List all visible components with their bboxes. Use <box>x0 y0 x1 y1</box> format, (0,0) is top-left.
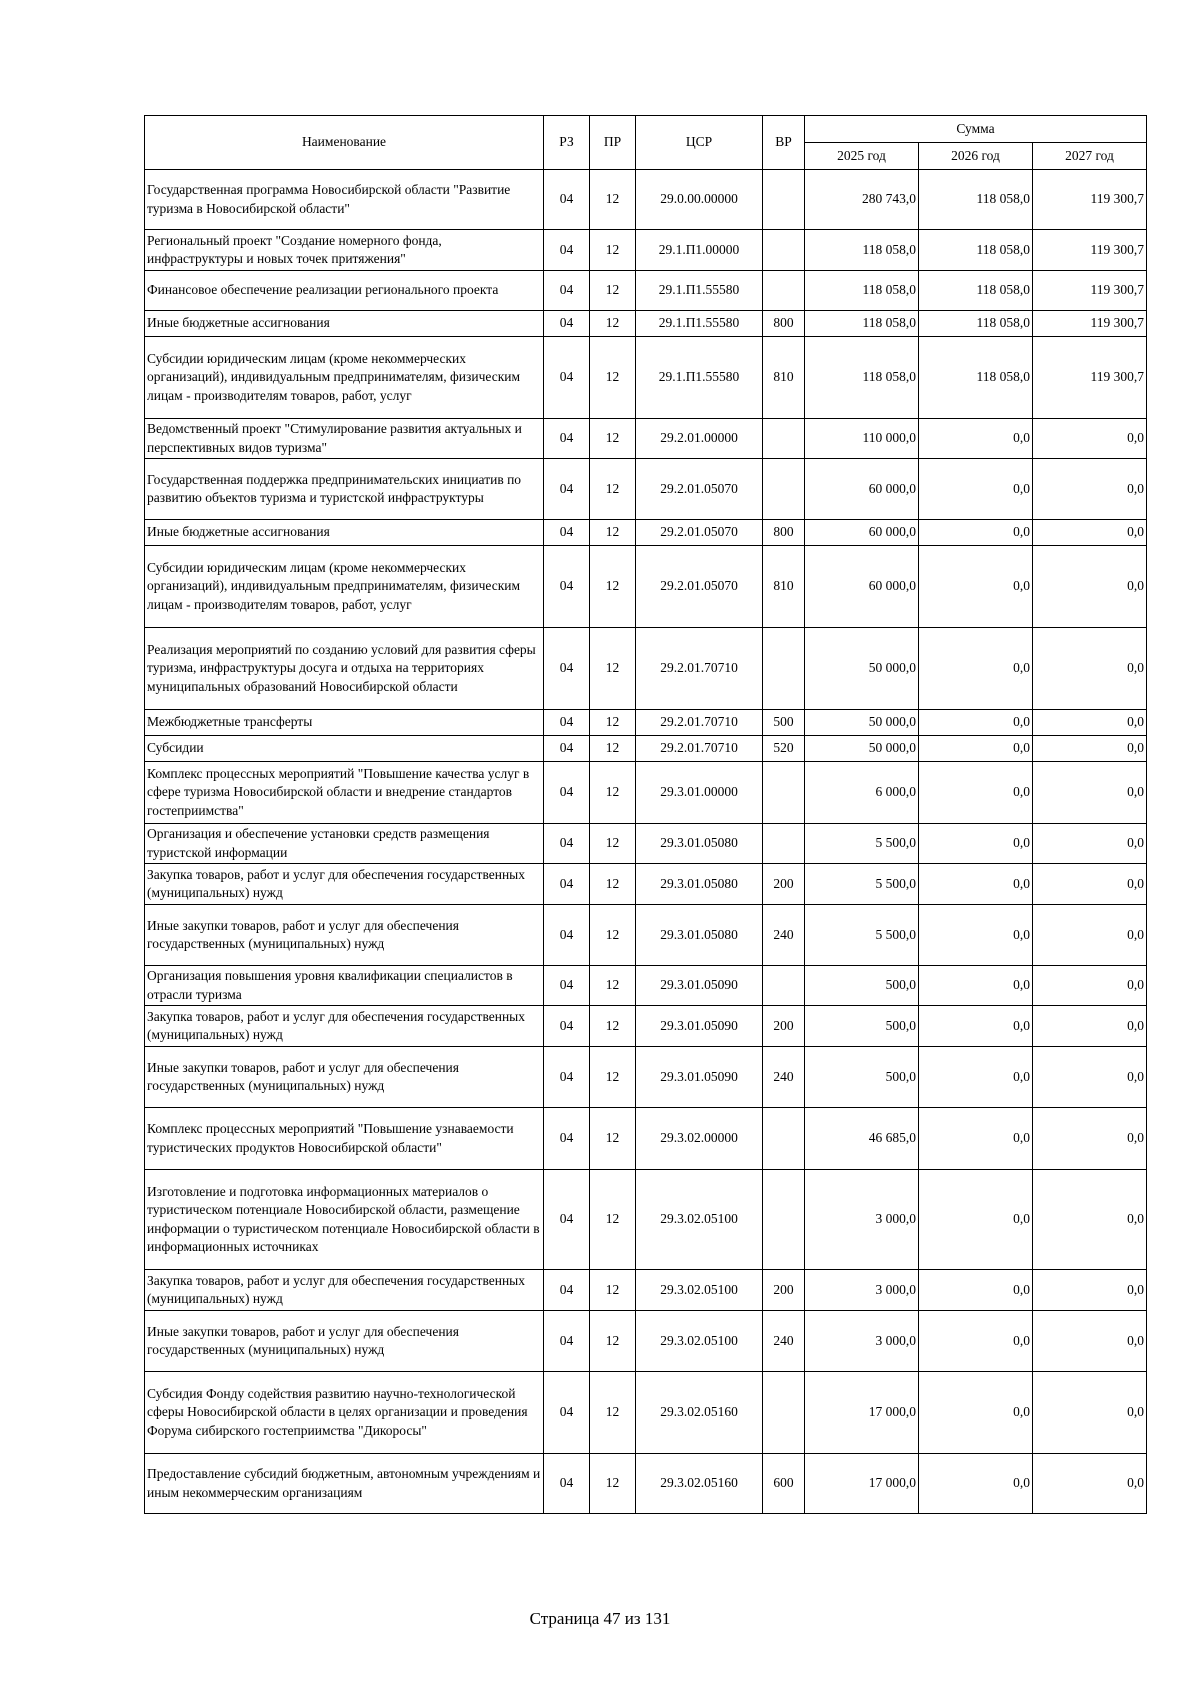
row-rz: 04 <box>544 824 590 864</box>
row-csr: 29.3.01.05090 <box>636 966 763 1006</box>
table-row <box>145 864 1147 905</box>
row-amount-2025: 500,0 <box>805 966 919 1006</box>
row-name: Субсидии юридическим лицам (кроме некоммерческих организаций), индивидуальным предпринимателям, физическим лицам - производителям товаров, работ, услуг <box>145 337 544 419</box>
table-header <box>145 116 1147 170</box>
row-amount-2027: 0,0 <box>1033 1170 1147 1270</box>
row-amount-2026: 0,0 <box>919 1270 1033 1311</box>
row-amount-2027: 0,0 <box>1033 864 1147 905</box>
row-amount-2025: 3 000,0 <box>805 1311 919 1372</box>
row-amount-2025: 3 000,0 <box>805 1170 919 1270</box>
table-row <box>145 1006 1147 1047</box>
row-vr: 200 <box>763 1006 805 1047</box>
header-pr: ПР <box>590 116 636 170</box>
row-amount-2026: 0,0 <box>919 824 1033 864</box>
row-vr <box>763 1170 805 1270</box>
row-pr: 12 <box>590 628 636 710</box>
row-amount-2025: 5 500,0 <box>805 824 919 864</box>
row-amount-2026: 0,0 <box>919 628 1033 710</box>
table-row <box>145 271 1147 311</box>
row-amount-2026: 0,0 <box>919 1047 1033 1108</box>
table-row <box>145 1047 1147 1108</box>
row-pr: 12 <box>590 271 636 311</box>
row-rz: 04 <box>544 736 590 762</box>
row-rz: 04 <box>544 762 590 824</box>
row-csr: 29.3.01.05090 <box>636 1006 763 1047</box>
row-amount-2027: 119 300,7 <box>1033 311 1147 337</box>
row-amount-2026: 0,0 <box>919 459 1033 520</box>
row-pr: 12 <box>590 230 636 271</box>
row-name: Предоставление субсидий бюджетным, автономным учреждениям и иным некоммерческим организациям <box>145 1454 544 1514</box>
row-vr <box>763 628 805 710</box>
table-row <box>145 546 1147 628</box>
row-vr: 800 <box>763 520 805 546</box>
row-name: Иные бюджетные ассигнования <box>145 311 544 337</box>
row-amount-2026: 118 058,0 <box>919 271 1033 311</box>
row-amount-2025: 118 058,0 <box>805 337 919 419</box>
row-pr: 12 <box>590 546 636 628</box>
table-body <box>145 170 1147 1514</box>
row-amount-2025: 5 500,0 <box>805 864 919 905</box>
row-name: Закупка товаров, работ и услуг для обеспечения государственных (муниципальных) нужд <box>145 1006 544 1047</box>
header-year-2027: 2027 год <box>1033 143 1147 170</box>
row-vr: 800 <box>763 311 805 337</box>
row-name: Субсидия Фонду содействия развитию научно-технологической сферы Новосибирской области в целях организации и проведения Форума сибирского гостеприимства "Дикоросы" <box>145 1372 544 1454</box>
row-pr: 12 <box>590 337 636 419</box>
row-name: Организация повышения уровня квалификации специалистов в отрасли туризма <box>145 966 544 1006</box>
row-pr: 12 <box>590 966 636 1006</box>
row-amount-2027: 119 300,7 <box>1033 271 1147 311</box>
table-row <box>145 824 1147 864</box>
row-pr: 12 <box>590 1372 636 1454</box>
row-vr <box>763 966 805 1006</box>
row-rz: 04 <box>544 1108 590 1170</box>
table-row <box>145 710 1147 736</box>
row-amount-2025: 500,0 <box>805 1006 919 1047</box>
row-csr: 29.3.02.00000 <box>636 1108 763 1170</box>
row-name: Комплекс процессных мероприятий "Повышение качества услуг в сфере туризма Новосибирской области и внедрение стандартов гостеприимства" <box>145 762 544 824</box>
row-csr: 29.2.01.70710 <box>636 710 763 736</box>
row-amount-2027: 0,0 <box>1033 1006 1147 1047</box>
row-vr <box>763 459 805 520</box>
row-amount-2025: 280 743,0 <box>805 170 919 230</box>
table-row <box>145 230 1147 271</box>
row-rz: 04 <box>544 864 590 905</box>
row-pr: 12 <box>590 864 636 905</box>
row-rz: 04 <box>544 546 590 628</box>
row-name: Государственная поддержка предпринимательских инициатив по развитию объектов туризма и туристской инфраструктуры <box>145 459 544 520</box>
row-vr <box>763 762 805 824</box>
row-pr: 12 <box>590 419 636 459</box>
row-csr: 29.1.П1.55580 <box>636 271 763 311</box>
row-pr: 12 <box>590 762 636 824</box>
row-name: Комплекс процессных мероприятий "Повышение узнаваемости туристических продуктов Новосибирской области" <box>145 1108 544 1170</box>
row-name: Финансовое обеспечение реализации регионального проекта <box>145 271 544 311</box>
row-amount-2026: 0,0 <box>919 1170 1033 1270</box>
row-vr: 240 <box>763 1311 805 1372</box>
row-amount-2027: 0,0 <box>1033 546 1147 628</box>
table-row <box>145 1311 1147 1372</box>
row-csr: 29.2.01.05070 <box>636 546 763 628</box>
row-amount-2025: 17 000,0 <box>805 1454 919 1514</box>
row-name: Ведомственный проект "Стимулирование развития актуальных и перспективных видов туризма" <box>145 419 544 459</box>
row-pr: 12 <box>590 170 636 230</box>
row-pr: 12 <box>590 1270 636 1311</box>
row-name: Иные бюджетные ассигнования <box>145 520 544 546</box>
row-name: Закупка товаров, работ и услуг для обеспечения государственных (муниципальных) нужд <box>145 1270 544 1311</box>
row-pr: 12 <box>590 1454 636 1514</box>
row-vr: 240 <box>763 905 805 966</box>
table-row <box>145 905 1147 966</box>
row-rz: 04 <box>544 1454 590 1514</box>
row-rz: 04 <box>544 1311 590 1372</box>
row-csr: 29.3.01.05080 <box>636 905 763 966</box>
row-amount-2026: 0,0 <box>919 966 1033 1006</box>
row-rz: 04 <box>544 1170 590 1270</box>
header-year-2025: 2025 год <box>805 143 919 170</box>
row-amount-2025: 50 000,0 <box>805 736 919 762</box>
row-csr: 29.0.00.00000 <box>636 170 763 230</box>
table-row <box>145 1454 1147 1514</box>
row-name: Изготовление и подготовка информационных материалов о туристическом потенциале Новосибирской области, размещение информации о туристическом потенциале Новосибирской области в информационных источниках <box>145 1170 544 1270</box>
row-name: Субсидии <box>145 736 544 762</box>
row-amount-2025: 6 000,0 <box>805 762 919 824</box>
row-amount-2025: 500,0 <box>805 1047 919 1108</box>
row-amount-2025: 110 000,0 <box>805 419 919 459</box>
row-name: Межбюджетные трансферты <box>145 710 544 736</box>
row-vr: 200 <box>763 1270 805 1311</box>
row-name: Реализация мероприятий по созданию условий для развития сферы туризма, инфраструктуры досуга и отдыха на территориях муниципальных образований Новосибирской области <box>145 628 544 710</box>
table-row <box>145 337 1147 419</box>
row-amount-2026: 118 058,0 <box>919 311 1033 337</box>
row-vr: 500 <box>763 710 805 736</box>
row-csr: 29.1.П1.00000 <box>636 230 763 271</box>
row-amount-2026: 0,0 <box>919 905 1033 966</box>
row-rz: 04 <box>544 337 590 419</box>
row-vr <box>763 1372 805 1454</box>
row-name: Иные закупки товаров, работ и услуг для обеспечения государственных (муниципальных) нужд <box>145 905 544 966</box>
row-csr: 29.1.П1.55580 <box>636 337 763 419</box>
row-rz: 04 <box>544 459 590 520</box>
row-name: Организация и обеспечение установки средств размещения туристской информации <box>145 824 544 864</box>
header-rz: РЗ <box>544 116 590 170</box>
row-amount-2027: 119 300,7 <box>1033 170 1147 230</box>
table-row <box>145 736 1147 762</box>
row-vr <box>763 230 805 271</box>
row-amount-2027: 0,0 <box>1033 762 1147 824</box>
page-number: Страница 47 из 131 <box>529 1609 671 1628</box>
row-amount-2025: 50 000,0 <box>805 628 919 710</box>
row-amount-2027: 0,0 <box>1033 710 1147 736</box>
row-pr: 12 <box>590 1047 636 1108</box>
row-amount-2026: 0,0 <box>919 736 1033 762</box>
table-row <box>145 311 1147 337</box>
row-amount-2027: 0,0 <box>1033 1108 1147 1170</box>
row-rz: 04 <box>544 628 590 710</box>
row-amount-2026: 0,0 <box>919 1372 1033 1454</box>
header-vr: ВР <box>763 116 805 170</box>
row-vr: 810 <box>763 546 805 628</box>
row-csr: 29.3.01.05090 <box>636 1047 763 1108</box>
table-row <box>145 762 1147 824</box>
row-amount-2026: 0,0 <box>919 710 1033 736</box>
row-amount-2026: 0,0 <box>919 762 1033 824</box>
table-row <box>145 459 1147 520</box>
row-amount-2025: 60 000,0 <box>805 459 919 520</box>
row-csr: 29.2.01.70710 <box>636 736 763 762</box>
row-name: Государственная программа Новосибирской области "Развитие туризма в Новосибирской области" <box>145 170 544 230</box>
row-rz: 04 <box>544 419 590 459</box>
row-name: Субсидии юридическим лицам (кроме некоммерческих организаций), индивидуальным предпринимателям, физическим лицам - производителям товаров, работ, услуг <box>145 546 544 628</box>
row-rz: 04 <box>544 1270 590 1311</box>
row-vr: 600 <box>763 1454 805 1514</box>
row-rz: 04 <box>544 520 590 546</box>
table-row <box>145 1108 1147 1170</box>
row-pr: 12 <box>590 459 636 520</box>
row-amount-2025: 5 500,0 <box>805 905 919 966</box>
row-rz: 04 <box>544 271 590 311</box>
row-rz: 04 <box>544 1047 590 1108</box>
row-amount-2027: 0,0 <box>1033 1372 1147 1454</box>
row-amount-2026: 118 058,0 <box>919 337 1033 419</box>
row-amount-2026: 0,0 <box>919 1311 1033 1372</box>
row-csr: 29.1.П1.55580 <box>636 311 763 337</box>
row-vr: 200 <box>763 864 805 905</box>
row-amount-2025: 60 000,0 <box>805 520 919 546</box>
header-sum: Сумма <box>805 116 1147 143</box>
row-rz: 04 <box>544 311 590 337</box>
header-year-2026: 2026 год <box>919 143 1033 170</box>
row-rz: 04 <box>544 966 590 1006</box>
row-vr <box>763 419 805 459</box>
row-amount-2025: 118 058,0 <box>805 230 919 271</box>
row-pr: 12 <box>590 520 636 546</box>
table-row <box>145 419 1147 459</box>
row-pr: 12 <box>590 710 636 736</box>
row-amount-2027: 0,0 <box>1033 520 1147 546</box>
row-vr <box>763 824 805 864</box>
row-vr <box>763 170 805 230</box>
row-csr: 29.3.02.05100 <box>636 1311 763 1372</box>
table-row <box>145 170 1147 230</box>
header-name: Наименование <box>145 116 544 170</box>
table-row <box>145 520 1147 546</box>
row-amount-2026: 0,0 <box>919 546 1033 628</box>
table-row <box>145 628 1147 710</box>
row-amount-2027: 119 300,7 <box>1033 337 1147 419</box>
row-amount-2026: 118 058,0 <box>919 170 1033 230</box>
header-csr: ЦСР <box>636 116 763 170</box>
row-amount-2026: 0,0 <box>919 1454 1033 1514</box>
row-name: Иные закупки товаров, работ и услуг для обеспечения государственных (муниципальных) нужд <box>145 1311 544 1372</box>
row-name: Региональный проект "Создание номерного фонда, инфраструктуры и новых точек притяжения" <box>145 230 544 271</box>
row-amount-2025: 60 000,0 <box>805 546 919 628</box>
row-amount-2027: 119 300,7 <box>1033 230 1147 271</box>
row-amount-2027: 0,0 <box>1033 1454 1147 1514</box>
table-row <box>145 1170 1147 1270</box>
row-csr: 29.3.02.05160 <box>636 1372 763 1454</box>
row-amount-2026: 0,0 <box>919 1006 1033 1047</box>
row-csr: 29.2.01.05070 <box>636 459 763 520</box>
row-amount-2026: 0,0 <box>919 419 1033 459</box>
row-pr: 12 <box>590 1170 636 1270</box>
row-amount-2027: 0,0 <box>1033 1047 1147 1108</box>
row-rz: 04 <box>544 710 590 736</box>
row-rz: 04 <box>544 1372 590 1454</box>
row-csr: 29.3.01.00000 <box>636 762 763 824</box>
row-pr: 12 <box>590 905 636 966</box>
row-vr: 810 <box>763 337 805 419</box>
row-name: Иные закупки товаров, работ и услуг для обеспечения государственных (муниципальных) нужд <box>145 1047 544 1108</box>
row-amount-2027: 0,0 <box>1033 824 1147 864</box>
row-pr: 12 <box>590 1108 636 1170</box>
row-name: Закупка товаров, работ и услуг для обеспечения государственных (муниципальных) нужд <box>145 864 544 905</box>
row-amount-2026: 0,0 <box>919 1108 1033 1170</box>
row-amount-2027: 0,0 <box>1033 628 1147 710</box>
row-rz: 04 <box>544 170 590 230</box>
row-csr: 29.3.01.05080 <box>636 864 763 905</box>
row-pr: 12 <box>590 1006 636 1047</box>
row-pr: 12 <box>590 311 636 337</box>
row-vr <box>763 1108 805 1170</box>
row-pr: 12 <box>590 736 636 762</box>
row-pr: 12 <box>590 824 636 864</box>
row-amount-2027: 0,0 <box>1033 905 1147 966</box>
row-amount-2025: 3 000,0 <box>805 1270 919 1311</box>
row-rz: 04 <box>544 230 590 271</box>
row-rz: 04 <box>544 905 590 966</box>
budget-table <box>144 115 1147 1514</box>
row-amount-2025: 46 685,0 <box>805 1108 919 1170</box>
row-csr: 29.3.02.05100 <box>636 1170 763 1270</box>
table-row <box>145 1270 1147 1311</box>
row-csr: 29.2.01.70710 <box>636 628 763 710</box>
row-amount-2027: 0,0 <box>1033 736 1147 762</box>
row-amount-2027: 0,0 <box>1033 419 1147 459</box>
row-amount-2026: 118 058,0 <box>919 230 1033 271</box>
row-csr: 29.3.02.05160 <box>636 1454 763 1514</box>
row-vr <box>763 271 805 311</box>
row-amount-2027: 0,0 <box>1033 1311 1147 1372</box>
row-vr: 240 <box>763 1047 805 1108</box>
row-amount-2025: 17 000,0 <box>805 1372 919 1454</box>
row-csr: 29.3.01.05080 <box>636 824 763 864</box>
row-pr: 12 <box>590 1311 636 1372</box>
row-amount-2025: 118 058,0 <box>805 271 919 311</box>
row-amount-2025: 118 058,0 <box>805 311 919 337</box>
row-amount-2027: 0,0 <box>1033 1270 1147 1311</box>
row-csr: 29.2.01.00000 <box>636 419 763 459</box>
row-csr: 29.2.01.05070 <box>636 520 763 546</box>
row-vr: 520 <box>763 736 805 762</box>
row-amount-2027: 0,0 <box>1033 966 1147 1006</box>
row-rz: 04 <box>544 1006 590 1047</box>
table-row <box>145 1372 1147 1454</box>
table-row <box>145 966 1147 1006</box>
row-amount-2025: 50 000,0 <box>805 710 919 736</box>
row-amount-2027: 0,0 <box>1033 459 1147 520</box>
row-amount-2026: 0,0 <box>919 520 1033 546</box>
row-amount-2026: 0,0 <box>919 864 1033 905</box>
row-csr: 29.3.02.05100 <box>636 1270 763 1311</box>
